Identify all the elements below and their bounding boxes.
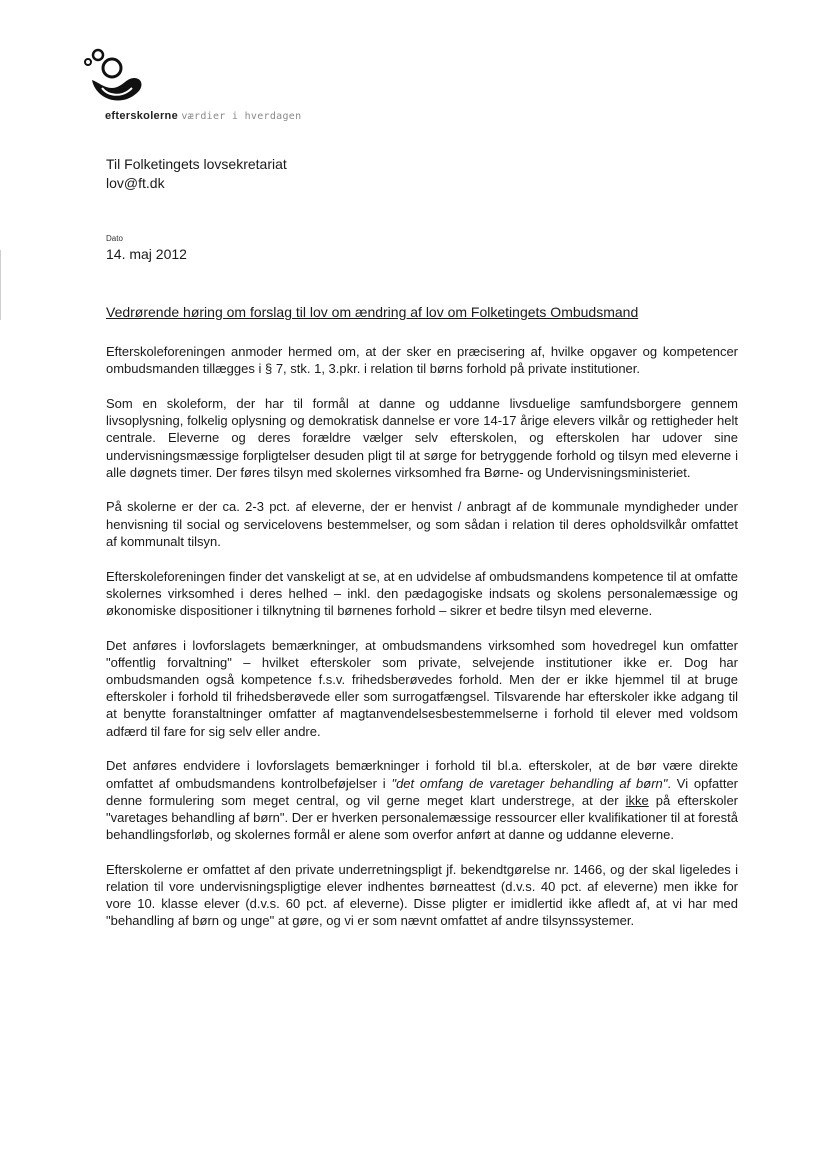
body-paragraph: Efterskoleforeningen finder det vanskeligt at se, at en udvidelse af ombudsmandens kompetence til at omfatte skolernes virksomhed i deres helhed – inkl. den pædagogiske indsats og skolens personalemæssige og økonomiske dispositioner i tilknytning til børnenes forhold – sikrer et bedre tilsyn med eleverne. (106, 568, 738, 618)
recipient-block (106, 155, 287, 193)
brand-line (105, 110, 301, 122)
body-paragraph: Som en skoleform, der har til formål at danne og uddanne livsduelige samfundsborgere gennem livsoplysning, folkelig oplysning og demokratisk dannelse er vore 14-17 årige elevers vilkår og rettigheder helt centrale. Eleverne og deres forældre vælger selv efterskolen, og efterskolen har udover sine undervisningsmæssige forpligtelser desuden pligt til at sørge for betryggende forhold og tilsyn med eleverne i alle døgnets timer. Der føres tilsyn med skolernes virksomhed fra Børne- og Undervisningsministeriet. (106, 395, 738, 480)
body-paragraph: Efterskoleforeningen anmoder hermed om, at der sker en præcisering af, hvilke opgaver og kompetencer ombudsmanden tillægges i § 7, stk. 1, 3.pkr. i relation til børns forhold på private institutioner. (106, 344, 738, 377)
emphasized-word: ikke (625, 792, 649, 808)
recipient-email: lov@ft.dk (106, 175, 165, 191)
scan-edge-line (0, 250, 1, 320)
body-paragraph: Det anføres i lovforslagets bemærkninger, at ombudsmandens virksomhed som hovedregel kun omfatter "offentlig forvaltning" – hvilket efterskoler som private, selvejende institutioner ikke er. Dog har ombudsmanden også kompetence f.s.v. frihedsberøvedes forhold. Men der er ikke hjemmel til at bruge efterskoler i forhold til frihedsberøvede eller som surrogatfængsel. Tilsvarende har efterskoler ikke adgang til at benytte foranstaltninger omfatter af magtanvendelsesbestemmelserne i forhold til elever med voldsom adfærd til fare for sig selv eller andre. (106, 637, 738, 739)
recipient-name: Til Folketingets lovsekretariat (106, 156, 287, 172)
quoted-phrase: "det omfang de varetager behandling af børn" (391, 775, 668, 791)
letterhead-logo (82, 48, 332, 128)
brand-name: efterskolerne (105, 110, 178, 122)
body-paragraph-7: Efterskolerne er omfattet af den private underretningspligt jf. bekendtgørelse nr. 1466, og der skal ligeledes i relation til vore undervisningspligtige elever indhentes børneattest (d.v.s. 40 pct. af eleverne) men ikke for vore 10. klasse elever (d.v.s. 60 pct. af eleverne). Disse pligter er imidlertid ikke afledt af, at vi har med "behandling af børn og unge" at gøre, og vi er som nævnt omfattet af andre tilsynssystemer. (106, 861, 738, 929)
date-label: Dato (106, 234, 123, 243)
brand-tagline: værdier i hverdagen (181, 111, 302, 122)
paragraph-text: . Vi opfatter denne formulering som meget central, og vil gerne meget klart understrege, at der (106, 775, 738, 808)
efterskolerne-logo-icon (82, 48, 152, 110)
date-value: 14. maj 2012 (106, 246, 187, 262)
body-paragraph: På skolerne er der ca. 2-3 pct. af eleverne, der er henvist / anbragt af de kommunale myndigheder under henvisning til social og servicelovens bestemmelser, og som sådan i relation til deres opholdsvilkår omfattet af kommunalt tilsyn. (106, 499, 738, 549)
body-paragraph-6 (106, 757, 738, 843)
paragraph-text: Det anføres endvidere i lovforslagets bemærkninger i forhold til bl.a. efterskoler, at de bør være direkte omfattet af ombudsmandens kontrolbeføjelser i (106, 758, 738, 791)
letter-body (106, 343, 738, 947)
subject-line: Vedrørende høring om forslag til lov om ændring af lov om Folketingets Ombudsmand (106, 304, 639, 320)
paragraph-text: på efterskoler "varetages behandling af børn". Der er hverken personalemæssige ressourcer eller kvalifikationer til at forestå behandlingsforløb, og skolernes formål er alene som overfor anført at danne og uddanne eleverne. (106, 792, 739, 843)
